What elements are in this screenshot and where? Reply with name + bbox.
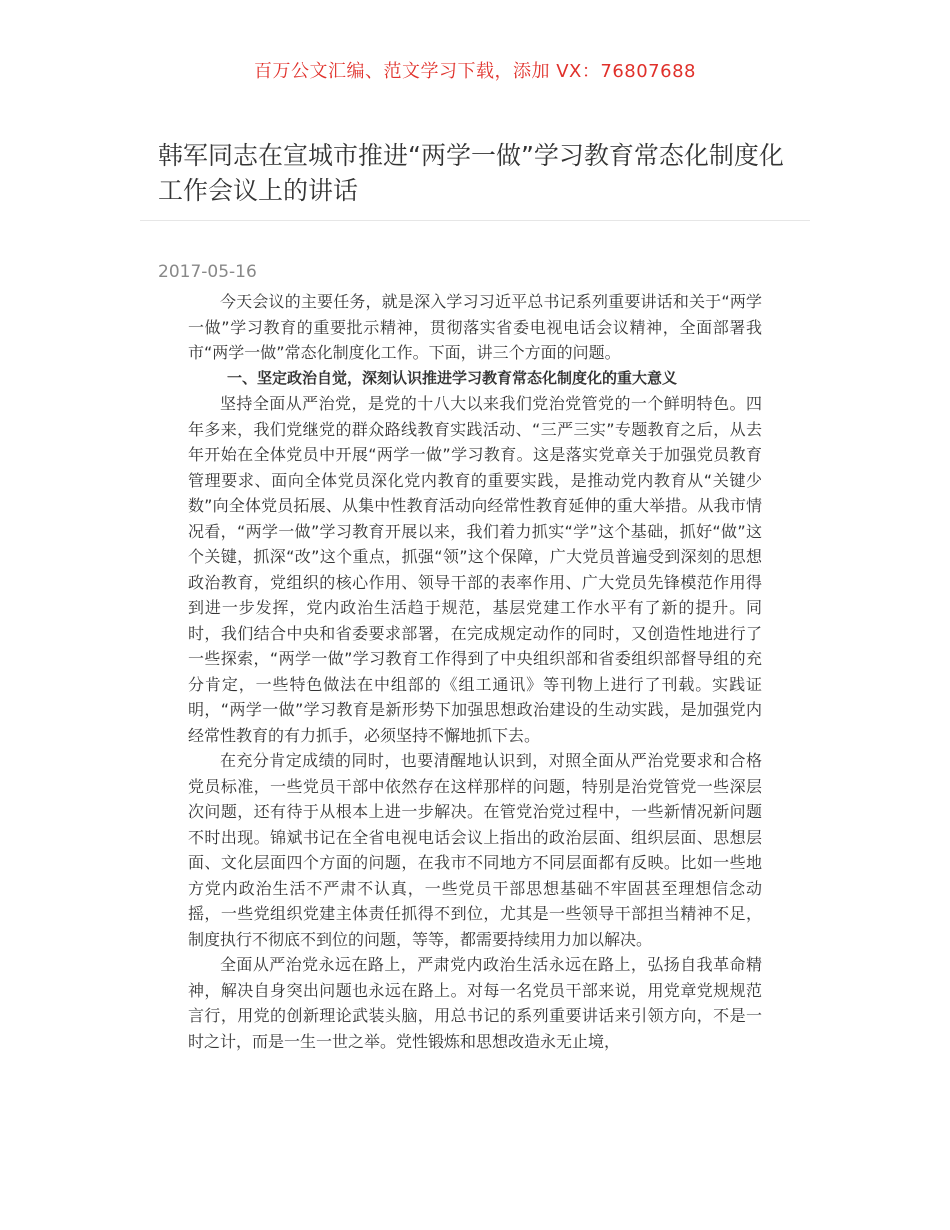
paragraph-3: 在充分肯定成绩的同时，也要清醒地认识到，对照全面从严治党要求和合格党员标准，一些党员干部中依然存在这样那样的问题，特别是治党管党一些深层次问题，还有待于从根本上进一步解决。在管党治党过程中，一些新情况新问题不时出现。锦斌书记在全省电视电话会议上指出的政治层面、组织层面、思想层面、文化层面四个方面的问题，在我市不同地方不同层面都有反映。比如一些地方党内政治生活不严肃不认真，一些党员干部思想基础不牢固甚至理想信念动摇，一些党组织党建主体责任抓得不到位，尤其是一些领导干部担当精神不足，制度执行不彻底不到位的问题，等等，都需要持续用力加以解决。	[188, 751, 762, 949]
promo-banner: 百万公文汇编、范文学习下载，添加 VX：76807688	[254, 61, 696, 82]
title-divider	[140, 220, 810, 221]
article-title: 韩军同志在宣城市推进“两学一做”学习教育常态化制度化工作会议上的讲话	[158, 141, 784, 205]
paragraph-intro: 今天会议的主要任务，就是深入学习习近平总书记系列重要讲话和关于“两学一做”学习教育的重要批示精神，贯彻落实省委电视电话会议精神，全面部署我市“两学一做”常态化制度化工作。下面，讲三个方面的问题。	[188, 292, 762, 362]
article-body	[188, 289, 762, 1054]
paragraph-4: 全面从严治党永远在路上，严肃党内政治生活永远在路上，弘扬自我革命精神，解决自身突出问题也永远在路上。对每一名党员干部来说，用党章党规规范言行，用党的创新理论武装头脑，用总书记的系列重要讲话来引领方向，不是一时之计，而是一生一世之举。党性锻炼和思想改造永无止境，	[188, 955, 762, 1051]
section-heading-1: 一、坚定政治自觉，深刻认识推进学习教育常态化制度化的重大意义	[227, 368, 678, 387]
article-date: 2017-05-16	[158, 262, 257, 282]
paragraph-2: 坚持全面从严治党，是党的十八大以来我们党治党管党的一个鲜明特色。四年多来，我们党继党的群众路线教育实践活动、“三严三实”专题教育之后，从去年开始在全体党员中开展“两学一做”学习教育。这是落实党章关于加强党员教育管理要求、面向全体党员深化党内教育的重要实践，是推动党内教育从“关键少数”向全体党员拓展、从集中性教育活动向经常性教育延伸的重大举措。从我市情况看，“两学一做”学习教育开展以来，我们着力抓实“学”这个基础，抓好“做”这个关键，抓深“改”这个重点，抓强“领”这个保障，广大党员普遍受到深刻的思想政治教育，党组织的核心作用、领导干部的表率作用、广大党员先锋模范作用得到进一步发挥，党内政治生活趋于规范，基层党建工作水平有了新的提升。同时，我们结合中央和省委要求部署，在完成规定动作的同时，又创造性地进行了一些探索，“两学一做”学习教育工作得到了中央组织部和省委组织部督导组的充分肯定，一些特色做法在中组部的《组工通讯》等刊物上进行了刊载。实践证明，“两学一做”学习教育是新形势下加强思想政治建设的生动实践，是加强党内经常性教育的有力抓手，必须坚持不懈地抓下去。	[188, 394, 762, 745]
